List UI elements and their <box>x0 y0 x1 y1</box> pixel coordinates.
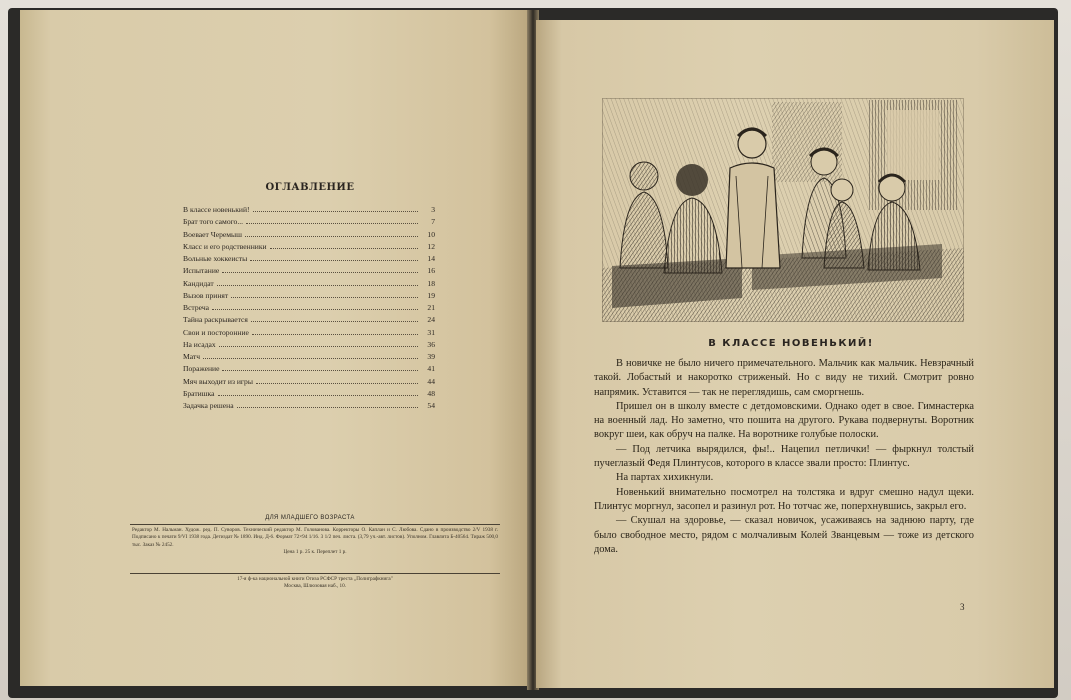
toc-dot-leader <box>212 309 418 310</box>
toc-item <box>183 241 435 253</box>
left-page <box>20 10 530 686</box>
story-paragraph: Пришел он в школу вместе с детдомовскими. Однако одет в свое. Гимнастерка на военный лад. Но заметно, что пошита на другого. Рукава подвернуты. Воротник вокруг шеи, как обруч на палке. На воротнике голубые полоски. <box>594 400 974 441</box>
toc-item <box>183 265 435 277</box>
toc-item-title: Класс и его родственники <box>183 241 267 251</box>
story-paragraph: Новенький внимательно посмотрел на толстяка и вдруг смешно надул щеки. Плинтус моргнул, засопел и разинул рот. Но тотчас же, поперхнувшись, закрыл его. <box>594 486 974 512</box>
toc-dot-leader <box>231 297 418 298</box>
toc-item-page: 24 <box>427 315 435 325</box>
toc-item-title: Свои и посторонние <box>183 327 249 337</box>
toc-item-page: 3 <box>431 205 435 214</box>
toc-dot-leader <box>256 383 418 384</box>
toc-dot-leader <box>217 285 418 286</box>
toc-item-page: 54 <box>427 401 435 410</box>
toc-item-page: 12 <box>427 241 435 251</box>
toc-item-page: 19 <box>427 290 435 300</box>
toc-item-title: Матч <box>183 352 201 361</box>
classroom-illustration <box>602 98 964 322</box>
story-paragraph: На партах хихикнули. <box>616 472 714 484</box>
toc-item-title: Вызов принят <box>183 290 229 300</box>
toc-item-page: 18 <box>427 278 435 288</box>
toc-dot-leader <box>253 211 418 212</box>
toc-item <box>183 253 435 265</box>
toc-dot-leader <box>250 260 418 261</box>
toc-dot-leader <box>270 248 418 249</box>
toc-dot-leader <box>251 321 418 322</box>
imprint-rule-top <box>130 524 500 525</box>
imprint-line: (3,79 уч.-авт. листов). Уполном. Главлита Б-40564. Тираж 500,0 тыс. Заказ № 2452. <box>132 534 499 548</box>
toc-title: ОГЛАВЛЕНИЕ <box>265 182 355 193</box>
printer-line: 17-я ф-ка национальной книги Огиза РСФСР треста „Полиграфкнига" <box>237 576 393 582</box>
toc-dot-leader <box>245 236 418 237</box>
imprint-line: Редактор М. Нальман. Худож. ред. П. Суворов. Технический редактор М. Голованова. <box>132 527 331 533</box>
toc-item-page: 31 <box>427 327 435 337</box>
toc-item-title: На исадах <box>183 339 216 349</box>
toc-item <box>183 327 435 339</box>
toc-dot-leader <box>222 272 418 273</box>
toc-dot-leader <box>218 395 418 396</box>
imprint-price: Цена 1 р. 25 к. Переплет 1 р. <box>283 549 347 556</box>
toc-item-title: Поражение <box>183 364 220 374</box>
toc-item-page: 10 <box>427 229 435 239</box>
imprint-line: к печати 9/VI 1938 года. Детиздат № 1890. Инд. Д-6. Формат 72×94 1/16. 3 1/2 печ. листа. <box>157 534 357 541</box>
toc-item <box>183 400 435 412</box>
toc-item-title: Мяч выходит из игры <box>183 376 253 386</box>
toc-list <box>183 204 435 412</box>
printer-info <box>132 576 498 591</box>
toc-item <box>183 388 435 400</box>
toc-item-page: 14 <box>427 254 435 263</box>
toc-item-title: Встреча <box>183 303 210 312</box>
toc-item <box>183 216 435 228</box>
imprint-block <box>132 527 498 557</box>
toc-item-title: Вольные хоккеисты <box>183 254 248 263</box>
toc-item-title: В классе новенький! <box>183 205 250 214</box>
toc-item-title: Испытание <box>183 266 220 276</box>
toc-item <box>183 314 435 326</box>
imprint-line: Корректоры О. Каплан и С. Любова. Сдано в производство 2/V 1938 г. Подписано <box>132 527 498 541</box>
toc-dot-leader <box>246 223 418 224</box>
page-number: 3 <box>960 602 965 612</box>
toc-item-page: 39 <box>427 352 435 361</box>
toc-item-title: Брат того самого... <box>183 217 244 227</box>
toc-item <box>183 351 435 363</box>
imprint-rule-bottom <box>130 573 500 574</box>
printer-line: Москва, Шлюзовая наб., 10. <box>283 583 347 590</box>
story-paragraph: В новичке не было ничего примечательного. Мальчик как мальчик. Невзрачный такой. Лобастый и накоротко стриженый. Но с виду не тихий. Смотрит ровно напрямик. Уставится — так не переглядишь, сам сморгнешь. <box>594 358 974 398</box>
story-paragraph: — Скушал на здоровье, — сказал новичок, усаживаясь на заднюю парту, где было свободное место, рядом с молчаливым Колей Званцевым — тоже из детского дома. <box>594 515 974 555</box>
toc-item-page: 44 <box>427 376 435 386</box>
toc-dot-leader <box>222 370 418 371</box>
toc-item-title: Тайна раскрывается <box>183 315 248 325</box>
toc-item <box>183 339 435 351</box>
toc-dot-leader <box>203 358 418 359</box>
toc-item <box>183 376 435 388</box>
toc-item-title: Задачка решена <box>183 401 234 410</box>
toc-item-page: 16 <box>427 266 435 276</box>
toc-item <box>183 278 435 290</box>
toc-item-page: 41 <box>427 364 435 374</box>
right-page <box>536 20 1054 688</box>
toc-item <box>183 302 435 314</box>
toc-item-page: 36 <box>427 339 435 349</box>
toc-item-page: 21 <box>427 303 435 312</box>
toc-item-page: 48 <box>427 388 435 398</box>
toc-dot-leader <box>252 334 418 335</box>
imprint-heading: ДЛЯ МЛАДШЕГО ВОЗРАСТА <box>265 515 355 521</box>
story-paragraph: — Под летчика вырядился, фы!.. Нацепил петлички! — фыркнул толстый пучеглазый Федя Плинтусов, которого в классе звали просто: Плинтус. <box>594 443 974 470</box>
toc-item <box>183 290 435 302</box>
toc-item <box>183 363 435 375</box>
toc-item-title: Братишка <box>183 388 215 398</box>
toc-item-title: Кандидат <box>183 278 214 288</box>
toc-dot-leader <box>219 346 418 347</box>
toc-item-title: Воевает Черемыш <box>183 229 242 239</box>
story-text <box>594 357 974 557</box>
chapter-title: В КЛАССЕ НОВЕНЬКИЙ! <box>708 338 874 349</box>
toc-item <box>183 204 435 216</box>
toc-dot-leader <box>237 407 418 408</box>
toc-item-page: 7 <box>431 217 435 227</box>
toc-item <box>183 229 435 241</box>
